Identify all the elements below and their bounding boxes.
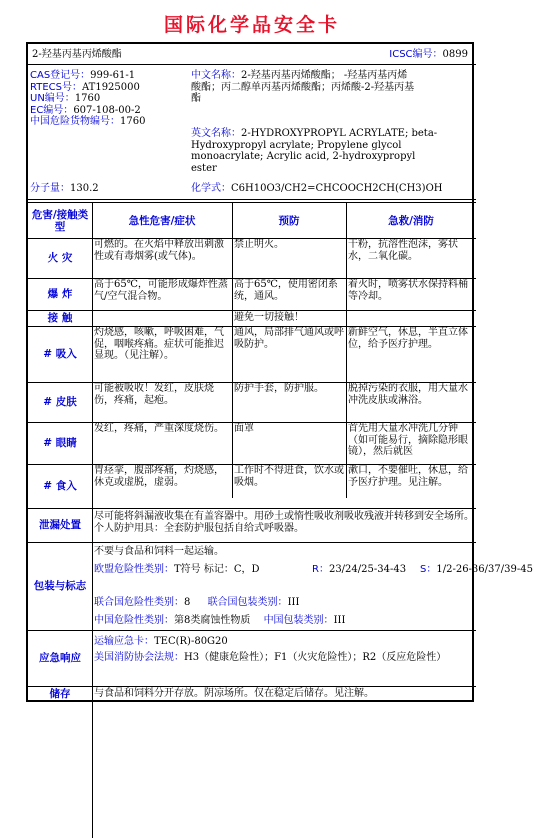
packaging-r: R：23/24/25-34-43 [312, 564, 407, 575]
row-contact-firstaid [346, 310, 476, 326]
emergency-label: 应急响应 [39, 652, 81, 664]
packaging-s-label: S：1/2-26-36/37/39-45 [420, 564, 533, 575]
row-inhalation-symptoms: 灼烧感，咳嗽，呼吸困难，气促，咽喉疼痛。症状可能推迟显现。（见注解）。 [94, 327, 224, 361]
emergency-card: 运输应急卡：TEC(R)-80G20 [94, 636, 228, 647]
packaging-eu: 欧盟危险性类别：T符号 标记：C，D [94, 564, 260, 575]
header-symptoms: 急性危害/症状 [128, 215, 196, 227]
chemical-formula: 化学式：C6H10O3/CH2=CHCOOCH2CH(CH3)OH [191, 183, 443, 194]
spill-label: 泄漏处置 [39, 519, 81, 531]
row-contact-prevention: 避免一切接触！ [234, 312, 304, 323]
spill-text: 尽可能将斜漏液收集在有盖容器中。用砂土或惰性吸收剂吸收残液并转移到安全场所。个人防护用具：全套防护服包括自给式呼吸器。 [94, 511, 474, 534]
header-hazard-type: 危害/接触类型 [31, 208, 89, 233]
row-skin-symptoms: 可能被吸收！发红，皮肤烧伤，疼痛，起疱。 [94, 383, 214, 406]
id-ec: EC编号：607-108-00-2 [30, 104, 141, 116]
row-explosion-prevention: 高于65℃，使用密闭系统，通风。 [234, 279, 338, 302]
molecular-weight: 分子量：130.2 [30, 183, 99, 194]
chemical-name: 2-羟基丙基丙烯酸酯 [32, 49, 122, 60]
emergency-nfpa: 美国消防协会法规：H3（健康危险性）；F1（火灾危险性）；R2（反应危险性） [94, 652, 447, 663]
row-inhalation-prevention: 通风，局部排气通风或呼吸防护。 [234, 327, 344, 350]
row-inhalation-type: # 吸入 [43, 348, 77, 360]
storage-text: 与食品和饲料分开存放。阴凉场所。仅在稳定后储存。见注解。 [94, 688, 374, 699]
id-cas: CAS登记号：999-61-1 [30, 70, 136, 81]
row-skin-type: # 皮肤 [43, 396, 77, 408]
header-firstaid: 急救/消防 [388, 215, 434, 227]
row-eyes-prevention: 面罩 [234, 423, 254, 434]
row-inhalation-firstaid: 新鲜空气，休息，半直立体位，给予医疗护理。 [348, 327, 468, 350]
row-explosion-symptoms: 高于65℃，可能形成爆炸性蒸气/空气混合物。 [94, 279, 228, 302]
chinese-name: 中文名称：2-羟基丙基丙烯酸酯； -羟基丙基丙烯 酸酯；丙二醇单丙基丙烯酸酯；丙烯酸-2-羟基丙基 酯 [191, 70, 415, 104]
row-ingestion-type: # 食入 [43, 480, 77, 492]
row-eyes-type: # 眼睛 [43, 437, 77, 449]
row-fire-firstaid: 干粉，抗溶性泡沫，雾状水，二氧化碳。 [348, 239, 458, 262]
header-prevention: 预防 [278, 215, 300, 227]
identifiers [30, 70, 190, 128]
english-name: 英文名称：2-HYDROXYPROPYL ACRYLATE; beta- Hydroxypropyl acrylate; Propylene glycol monoacrylate; Acrylic acid, 2-hydroxypropyl ester [191, 128, 438, 174]
packaging-label: 包装与标志 [33, 580, 87, 592]
row-explosion-type: 爆 炸 [47, 288, 73, 300]
row-explosion-firstaid: 着火时，喷雾状水保持料桶等冷却。 [348, 279, 468, 302]
row-fire-symptoms: 可燃的。在火焰中释放出刺激性或有毒烟雾(或气体)。 [94, 239, 224, 262]
row-ingestion-firstaid: 漱口，不要催吐，休息，给予医疗护理。见注解。 [348, 465, 468, 488]
row-contact-symptoms [92, 310, 232, 326]
row-fire-type: 火 灾 [47, 252, 73, 264]
row-skin-prevention: 防护手套，防护服。 [234, 383, 324, 394]
row-eyes-firstaid: 首先用大量水冲洗几分钟（如可能易行，摘除隐形眼镜），然后就医 [348, 423, 468, 457]
safety-card [26, 42, 533, 702]
packaging-cn: 中国危险性类别：第8类腐蚀性物质 中国包装类别：III [94, 615, 346, 626]
row-eyes-symptoms: 发红，疼痛，严重深度烧伤。 [94, 423, 224, 434]
row-contact-type: 接 触 [47, 312, 73, 324]
row-skin-firstaid: 脱掉污染的衣服，用大量水冲洗皮肤或淋浴。 [348, 383, 468, 406]
row-fire-prevention: 禁止明火。 [234, 239, 284, 250]
row-ingestion-prevention: 工作时不得进食，饮水或吸烟。 [234, 465, 344, 488]
icsc-number: ICSC编号：0899 [389, 49, 468, 60]
id-cn-goods: 中国危险货物编号：1760 [30, 116, 146, 127]
storage-label: 储存 [49, 688, 71, 700]
id-rtecs: RTECS号：AT1925000 [30, 81, 140, 93]
id-un: UN编号：1760 [30, 93, 101, 104]
packaging-un: 联合国危险性类别：8 联合国包装类别：III [94, 597, 300, 608]
row-ingestion-symptoms: 胃痉挛，腹部疼痛，灼烧感，休克或虚脱，虚弱。 [94, 465, 224, 488]
packaging-line1: 不要与食品和饲料一起运输。 [94, 546, 224, 557]
card-title: 国际化学品安全卡 [163, 14, 340, 36]
